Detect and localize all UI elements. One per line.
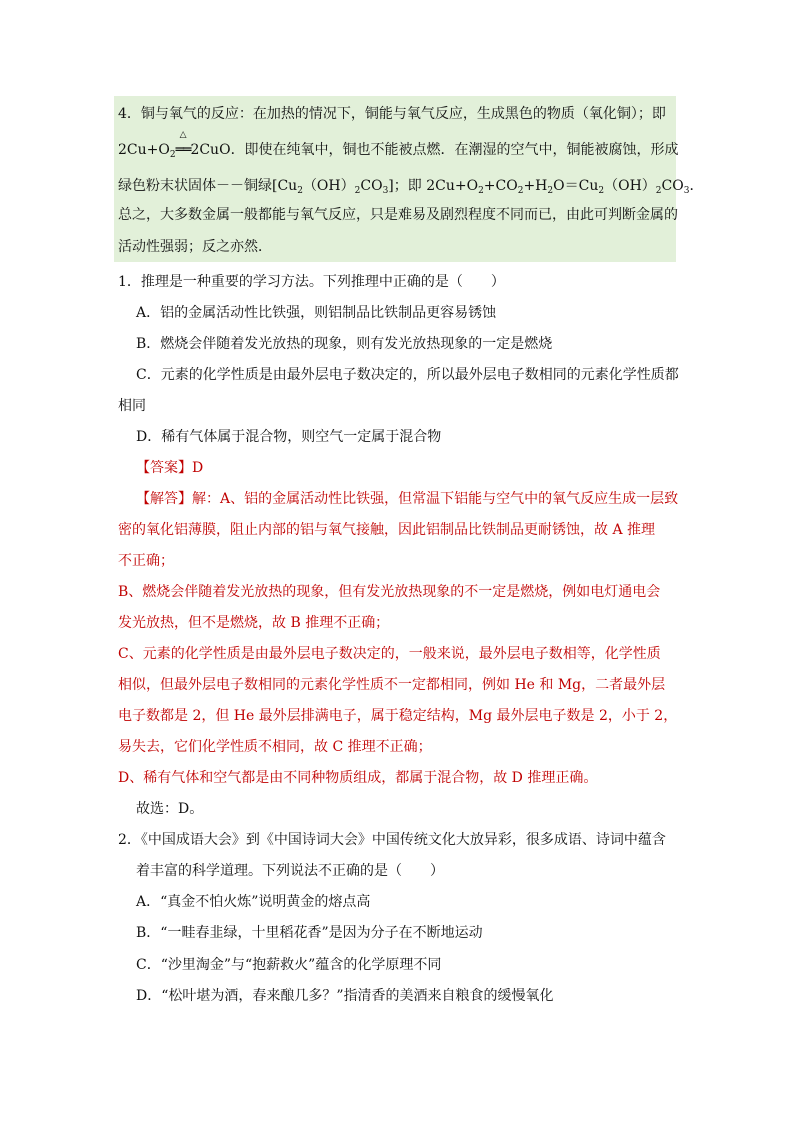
q1-analysis-line: 易失去，它们化学性质不相同，故 C 推理不正确； [118,739,432,755]
text: （OH） [604,178,656,194]
text: ． [689,178,704,194]
knowledge-line-3 [118,176,703,196]
text: ]；即 2Cu+O [388,178,479,194]
q1-analysis-line: 电子数都是 2，但 He 最外层排满电子，属于稳定结构，Mg 最外层电子数是 2，小于 2， [118,708,678,724]
q1-stem: 1．推理是一种重要的学习方法。下列推理中正确的是（ ） [118,274,505,290]
answer-value: D [192,460,204,476]
q2-option-d: D．“松叶堪为酒，春来酿几多？”指清香的美酒来自粮食的缓慢氧化 [136,988,554,1004]
text: +H [523,178,548,194]
text: CO [661,178,684,194]
analysis-text: 解：A、铝的金属活动性比铁强，但常温下铝能与空气中的氧气反应生成一层致 [192,491,679,507]
q1-option-a: A．铝的金属活动性比铁强，则铝制品比铁制品更容易锈蚀 [136,305,497,321]
knowledge-line-4: 总之，大多数金属一般都能与氧气反应，只是难易及剧烈程度不同而已，由此可判断金属的 [118,207,678,223]
q1-analysis-line: 不正确； [118,553,174,569]
q2-stem-cont: 着丰富的科学道理。下列说法不正确的是（ ） [136,863,444,879]
analysis-label: 【解答】 [136,491,192,507]
q2-option-c: C．“沙里淘金”与“抱薪救火”蕴含的化学原理不同 [136,957,442,973]
knowledge-line-2-text: ．即使在纯氧中，铜也不能被点燃．在潮湿的空气中，铜能被腐蚀，形成 [230,142,679,158]
q1-option-b: B．燃烧会伴随着发光放热的现象，则有发光放热现象的一定是燃烧 [136,336,553,352]
text: CO [360,178,383,194]
q1-analysis-line: C、元素的化学性质是由最外层电子数决定的，一般来说，最外层电子数相等，化学性质 [118,646,661,662]
q1-analysis-line: B、燃烧会伴随着发光放热的现象，但有发光放热现象的不一定是燃烧，例如电灯通电会 [118,584,661,600]
subscript: 2 [547,186,554,196]
knowledge-line-5: 活动性强弱；反之亦然． [118,239,272,255]
q1-option-c: C．元素的化学性质是由最外层电子数决定的，所以最外层电子数相同的元素化学性质都 [136,367,679,383]
q1-analysis-line: 发光放热，但不是燃烧，故 B 推理不正确； [118,615,390,631]
subscript: 3 [382,186,389,196]
text: 绿色粉末状固体－－铜绿[Cu [118,178,298,194]
q1-answer [136,458,203,478]
text: O＝Cu [553,178,599,194]
q1-analysis-line [136,489,678,509]
q1-analysis-line: 密的氧化铝薄膜，阻止内部的铝与氧气接触，因此铝制品比铁制品更耐锈蚀，故 A 推理 [118,522,656,538]
heating-equals-sign [175,130,191,160]
subscript: 2 [169,150,176,160]
equation-product: 2CuO [190,142,231,158]
q1-analysis-line: 相似，但最外层电子数相同的元素化学性质不一定都相同，例如 He 和 Mg，二者最外层 [118,677,666,693]
q2-stem: 2．《中国成语大会》到《中国诗词大会》中国传统文化大放异彩，很多成语、诗词中蕴含 [118,832,666,848]
equation-text: 2Cu+O [118,142,170,158]
q1-analysis-line: D、稀有气体和空气都是由不同种物质组成，都属于混合物，故 D 推理正确。 [118,770,598,786]
answer-label: 【答案】 [136,460,192,476]
knowledge-line-2 [118,130,679,160]
text: （OH） [302,178,355,194]
equals-sign: ══ [175,142,191,158]
heat-symbol: △ [179,130,187,140]
q1-option-c-cont: 相同 [118,398,146,414]
q2-option-a: A．“真金不怕火炼”说明黄金的熔点高 [136,894,371,910]
q1-option-d: D．稀有气体属于混合物，则空气一定属于混合物 [136,429,442,445]
subscript: 2 [354,186,361,196]
subscript: 3 [683,186,690,196]
q1-choice: 故选：D。 [136,801,204,817]
subscript: 2 [297,186,303,196]
q2-option-b: B．“一畦春韭绿，十里稻花香”是因为分子在不断地运动 [136,925,483,941]
subscript: 2 [478,186,484,196]
text: +CO [483,178,518,194]
subscript: 2 [655,186,662,196]
knowledge-line-1: 4．铜与氧气的反应：在加热的情况下，铜能与氧气反应，生成黑色的物质（氧化铜）；即 [118,106,666,122]
subscript: 2 [598,186,605,196]
subscript: 2 [517,186,524,196]
